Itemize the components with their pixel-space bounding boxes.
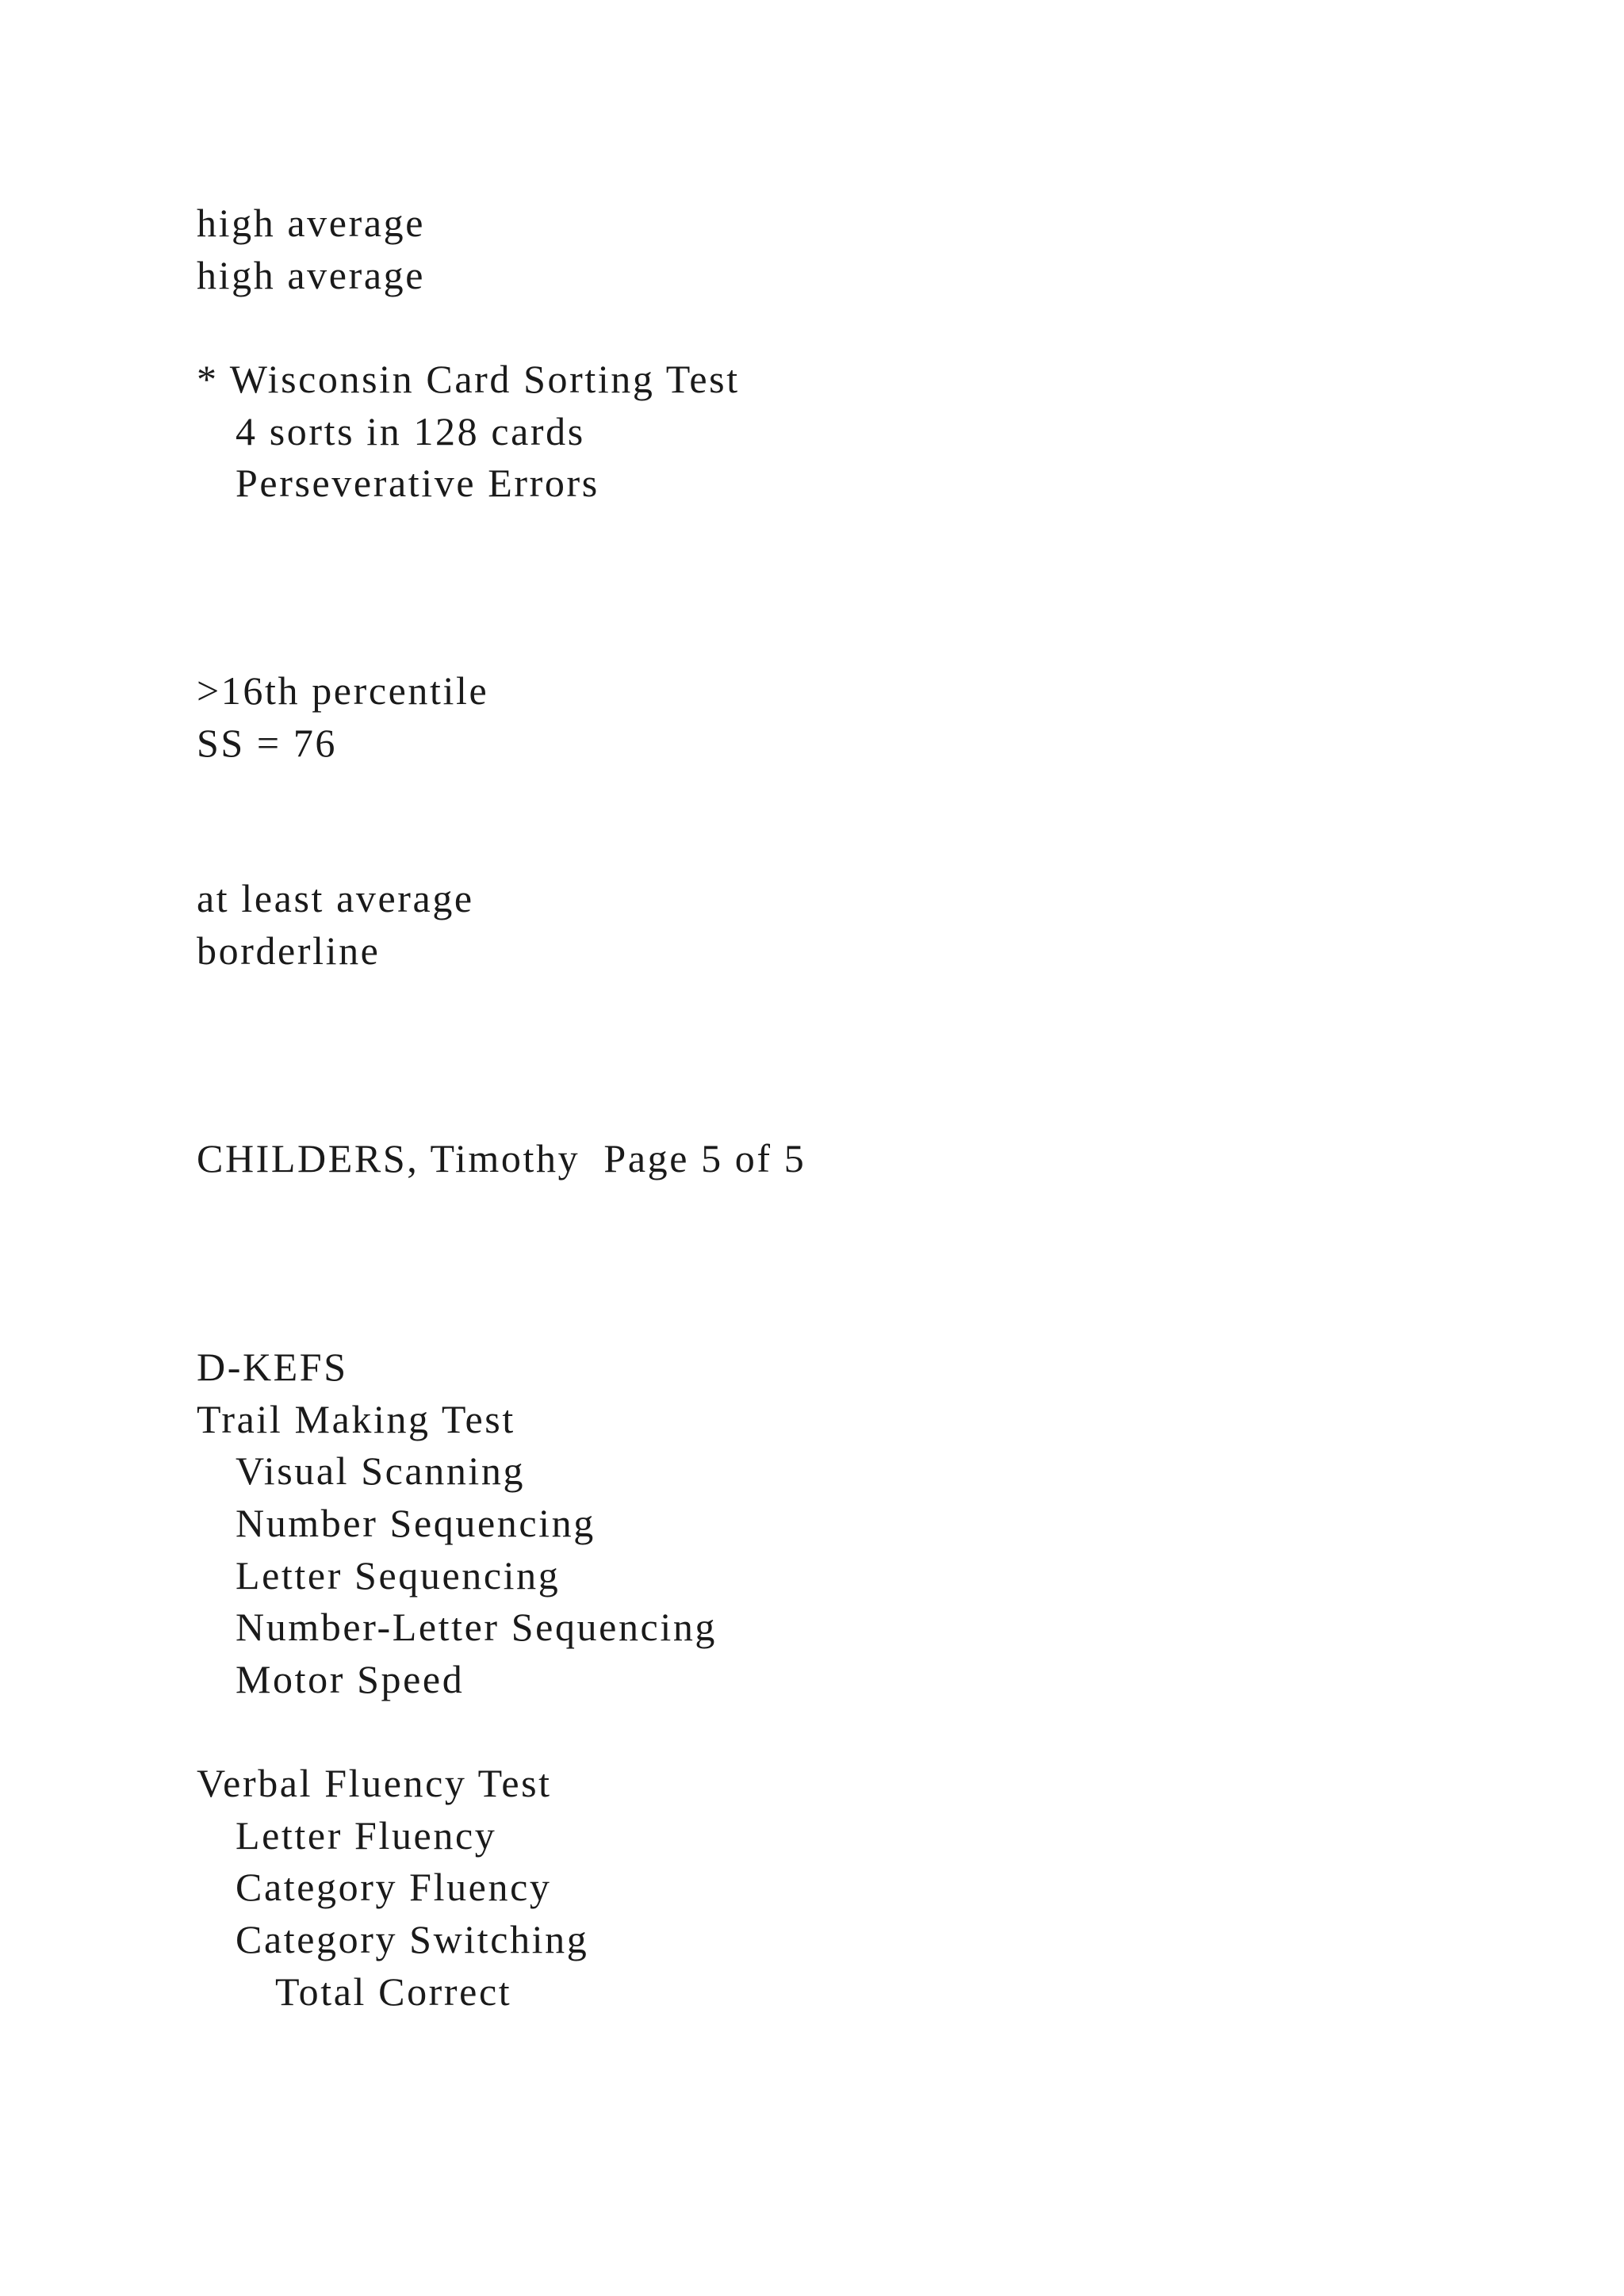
verbal-fluency-letter-fluency: Letter Fluency — [236, 1813, 497, 1858]
wcst-sorts-item: 4 sorts in 128 cards — [236, 409, 585, 453]
category-switching-total-correct: Total Correct — [275, 1969, 512, 2014]
page-header: CHILDERS, Timothy Page 5 of 5 — [197, 1136, 806, 1181]
trail-making-letter-sequencing: Letter Sequencing — [236, 1553, 561, 1598]
trail-making-motor-speed: Motor Speed — [236, 1657, 465, 1701]
result-rating-2: high average — [197, 253, 426, 297]
test-heading-verbal-fluency: Verbal Fluency Test — [197, 1761, 552, 1805]
wcst-rating-1: at least average — [197, 876, 474, 920]
wcst-rating-2: borderline — [197, 928, 381, 973]
trail-making-visual-scanning: Visual Scanning — [236, 1448, 526, 1493]
result-rating-1: high average — [197, 201, 426, 245]
wcst-standard-score: SS = 76 — [197, 721, 338, 765]
wcst-perseverative-errors-item: Perseverative Errors — [236, 461, 599, 505]
wcst-percentile-value: >16th percentile — [197, 668, 489, 713]
trail-making-number-sequencing: Number Sequencing — [236, 1501, 596, 1545]
test-heading-wcst: * Wisconsin Card Sorting Test — [197, 357, 740, 401]
verbal-fluency-category-switching: Category Switching — [236, 1917, 589, 1961]
verbal-fluency-category-fluency: Category Fluency — [236, 1865, 552, 1909]
battery-heading-dkefs: D-KEFS — [197, 1345, 348, 1389]
trail-making-number-letter-sequencing: Number-Letter Sequencing — [236, 1605, 718, 1649]
test-heading-trail-making: Trail Making Test — [197, 1397, 515, 1441]
